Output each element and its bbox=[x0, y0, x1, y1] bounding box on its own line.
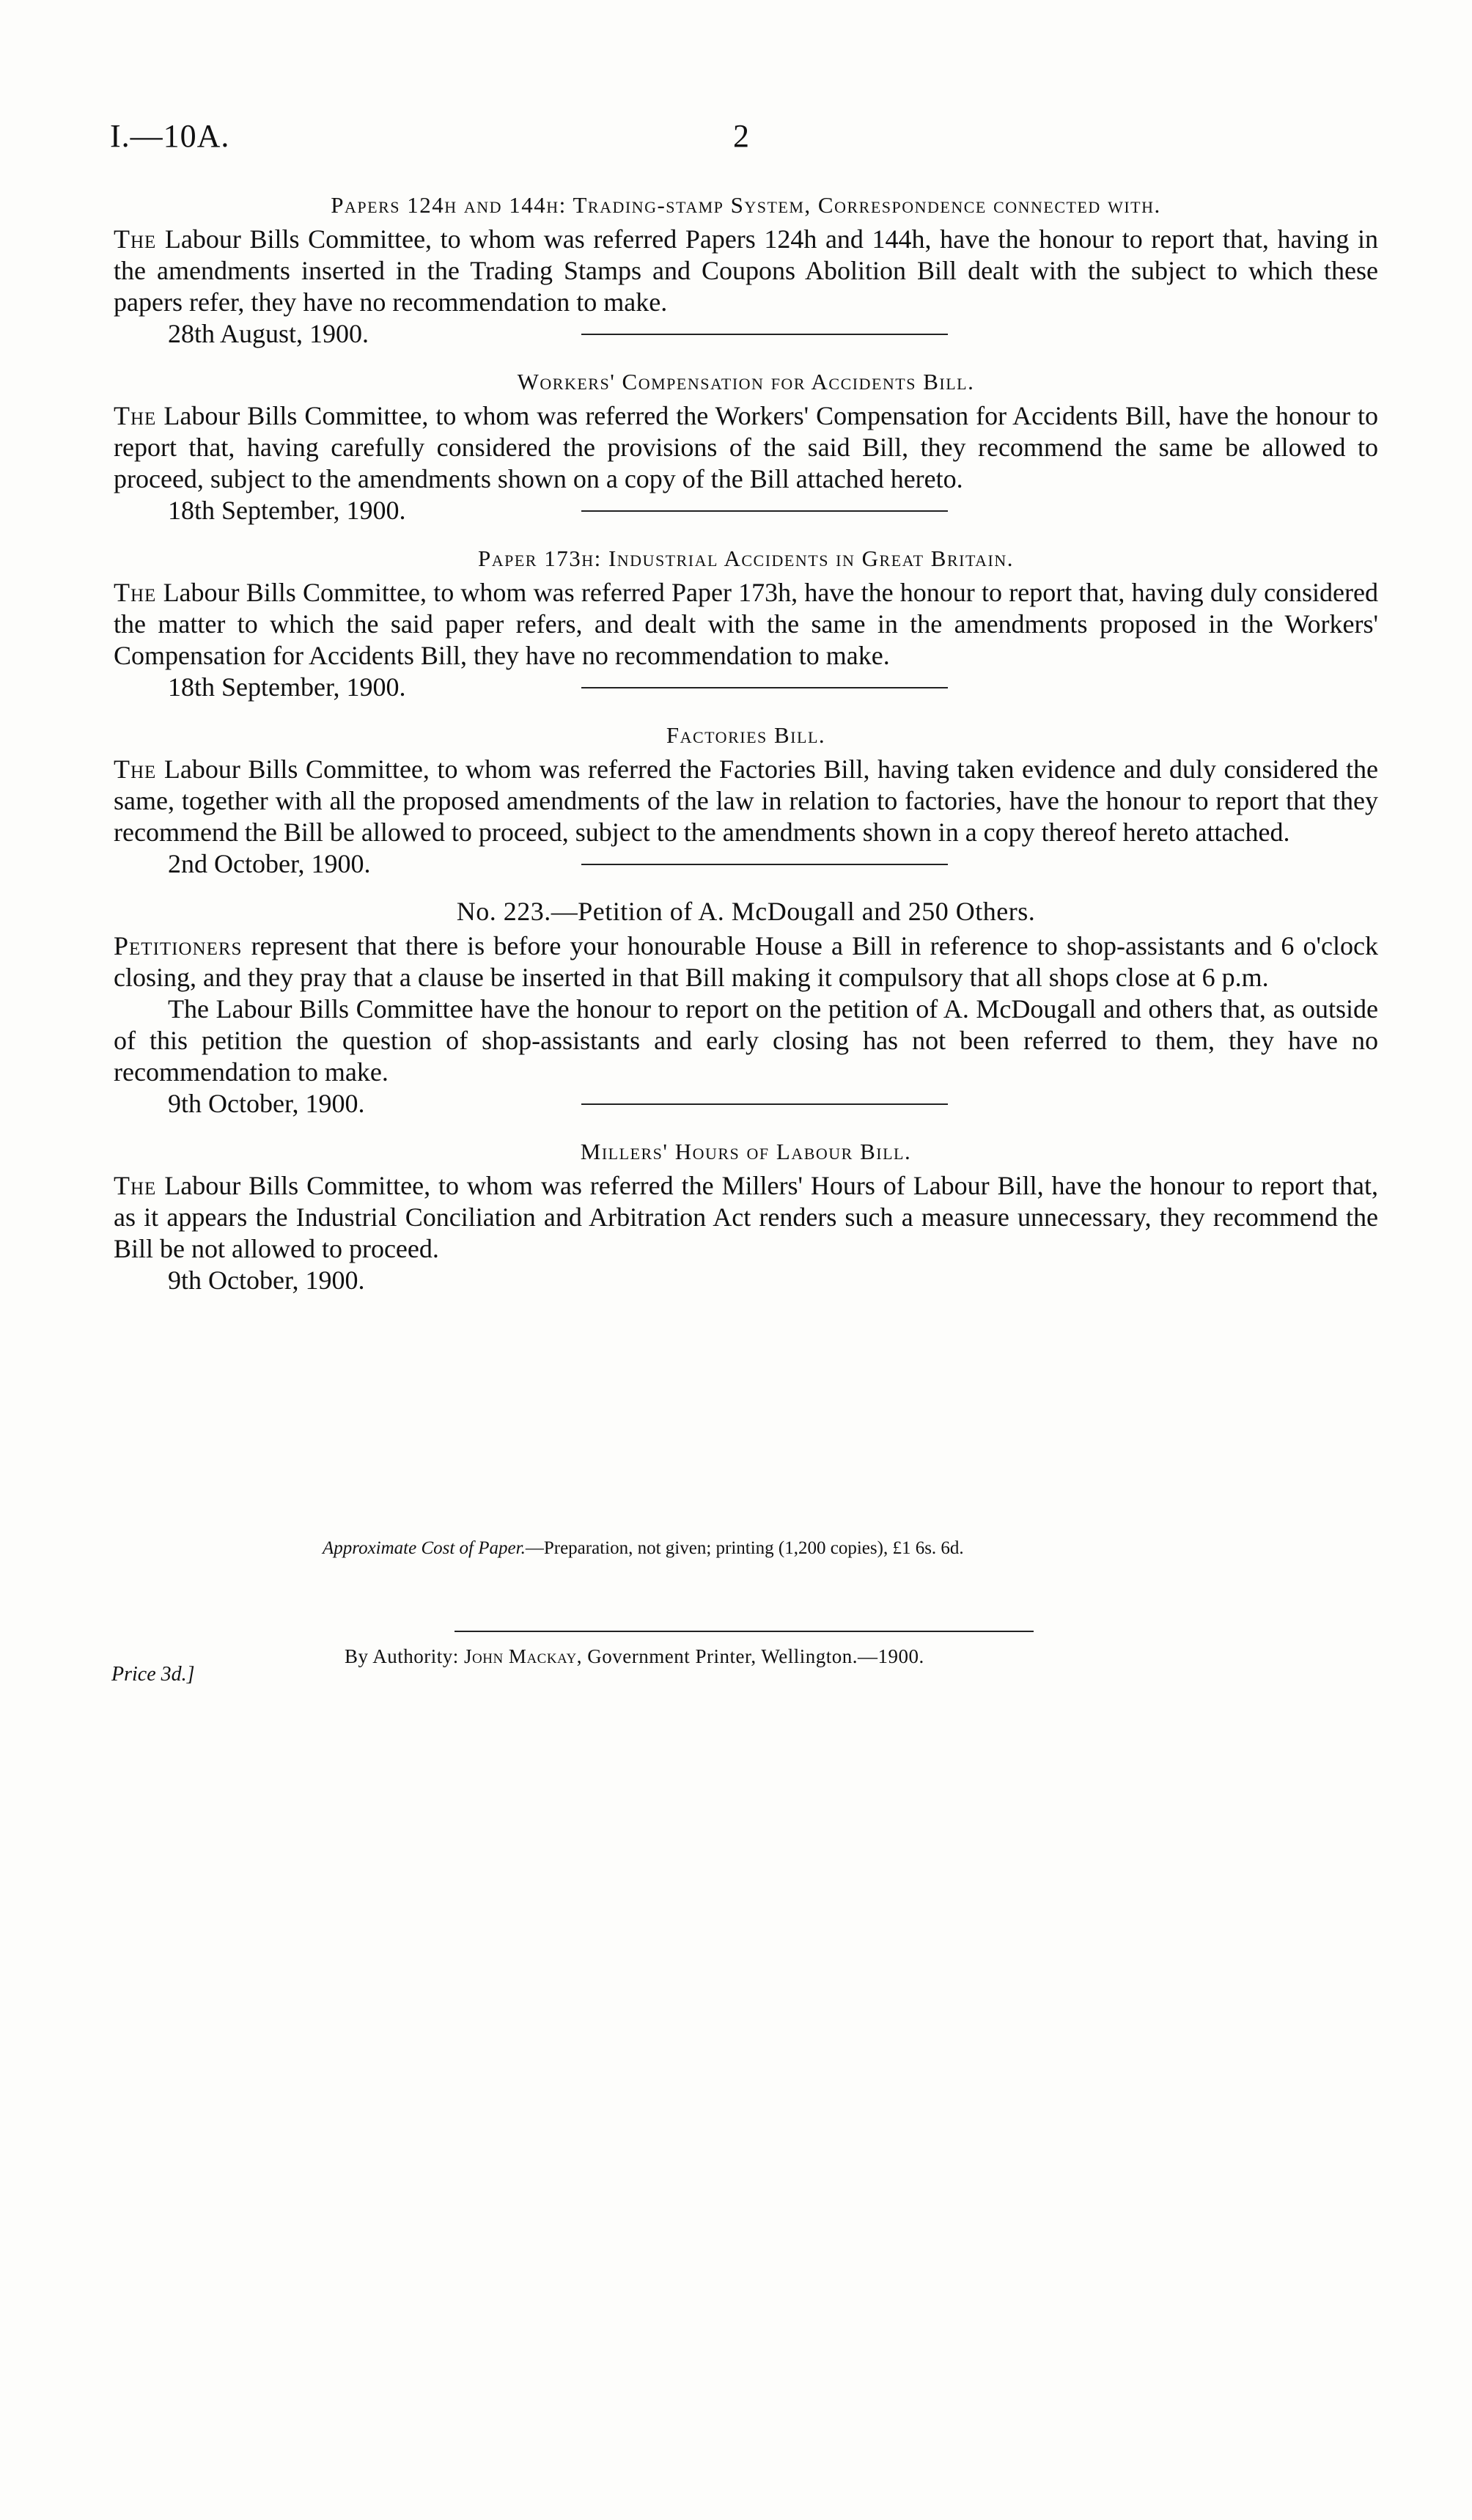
section-paragraph bbox=[114, 224, 1378, 318]
section-date: 9th October, 1900. bbox=[168, 1089, 365, 1118]
date-line bbox=[114, 1088, 1378, 1120]
section-date: 18th September, 1900. bbox=[168, 496, 406, 525]
page-header bbox=[110, 117, 1378, 161]
section-paragraph bbox=[114, 930, 1378, 993]
lead-word: The bbox=[114, 754, 157, 784]
lead-word: Petitioners bbox=[114, 931, 243, 960]
section-heading: No. 223.—Petition of A. McDougall and 250 Others. bbox=[456, 897, 1036, 926]
section-heading: Paper 173h: Industrial Accidents in Great Britain. bbox=[477, 545, 1014, 571]
section-factories-bill bbox=[114, 719, 1378, 880]
section-date: 9th October, 1900. bbox=[168, 1265, 365, 1295]
lead-word: The bbox=[114, 401, 157, 430]
section-petition-223 bbox=[114, 896, 1378, 1120]
date-line bbox=[114, 672, 1378, 703]
printer-imprint bbox=[345, 1645, 1224, 1668]
paragraph-text: represent that there is before your honourable House a Bill in reference to shop-assistants and 6 o'clock closing, and they pray that a clause be inserted in that Bill making it compulsory that all shops close at 6 p.m. bbox=[114, 931, 1378, 992]
price: Price 3d.] bbox=[111, 1663, 195, 1686]
section-workers-compensation bbox=[114, 366, 1378, 526]
paragraph-text: Labour Bills Committee, to whom was referred Paper 173h, have the honour to report that, having duly considered the matter to which the said paper refers, and dealt with the same in the amendments proposed in the Workers' Compensation for Accidents Bill, they have no recommendation to make. bbox=[114, 578, 1379, 670]
cost-text: —Preparation, not given; printing (1,200 copies), £1 6s. 6d. bbox=[525, 1538, 964, 1558]
section-paragraph bbox=[114, 577, 1378, 672]
section-date: 2nd October, 1900. bbox=[168, 849, 371, 878]
section-industrial-accidents bbox=[114, 543, 1378, 703]
section-divider bbox=[581, 864, 948, 865]
section-millers-hours bbox=[114, 1136, 1378, 1296]
imprint-prefix: By Authority: bbox=[345, 1645, 459, 1667]
section-divider bbox=[581, 687, 948, 688]
section-divider bbox=[581, 1103, 948, 1105]
section-divider bbox=[581, 510, 948, 512]
section-trading-stamp bbox=[114, 189, 1378, 350]
paragraph-text: Labour Bills Committee, to whom was referred the Millers' Hours of Labour Bill, have the honour to report that, as it appears the Industrial Conciliation and Arbitration Act renders such a measure unnecessary, they recommend the Bill be not allowed to proceed. bbox=[114, 1171, 1379, 1263]
section-paragraph-2: The Labour Bills Committee have the honour to report on the petition of A. McDougall and others that, as outside of this petition the question of shop-assistants and early closing has not been referred to them, they have no recommendation to make. bbox=[114, 994, 1378, 1087]
section-divider bbox=[581, 334, 948, 335]
footer-divider bbox=[455, 1631, 1034, 1632]
section-heading: Papers 124h and 144h: Trading-stamp System, Correspondence connected with. bbox=[331, 192, 1161, 218]
lead-word: The bbox=[114, 578, 157, 607]
date-line bbox=[114, 1265, 1378, 1296]
paper-reference: I.—10A. bbox=[110, 118, 230, 154]
section-heading: Millers' Hours of Labour Bill. bbox=[580, 1139, 912, 1164]
lead-word: The bbox=[114, 1171, 157, 1200]
paragraph-text: Labour Bills Committee, to whom was referred the Workers' Compensation for Accidents Bill, have the honour to report that, having carefully considered the provisions of the said Bill, they recommend the same be allowed to proceed, subject to the amendments shown on a copy of the Bill attached hereto. bbox=[114, 401, 1379, 493]
section-paragraph bbox=[114, 754, 1378, 848]
cost-of-paper bbox=[323, 1538, 1276, 1559]
cost-label: Approximate Cost of Paper. bbox=[323, 1538, 526, 1558]
section-paragraph bbox=[114, 1170, 1378, 1265]
printer-name: John Mackay, bbox=[464, 1645, 583, 1667]
date-line bbox=[114, 848, 1378, 880]
date-line bbox=[114, 318, 1378, 350]
section-date: 28th August, 1900. bbox=[168, 319, 369, 348]
document-body bbox=[114, 189, 1378, 1296]
section-heading: Factories Bill. bbox=[666, 722, 826, 748]
imprint-suffix: Government Printer, Wellington.—1900. bbox=[587, 1645, 924, 1667]
section-heading: Workers' Compensation for Accidents Bill. bbox=[517, 369, 975, 394]
lead-word: The bbox=[114, 224, 157, 254]
date-line bbox=[114, 495, 1378, 526]
section-date: 18th September, 1900. bbox=[168, 672, 406, 702]
paragraph-text: Labour Bills Committee, to whom was referred the Factories Bill, having taken evidence and duly considered the same, together with all the proposed amendments of the law in relation to factories, have the honour to report that they recommend the Bill be allowed to proceed, subject to the amendments shown in a copy thereof hereto attached. bbox=[114, 754, 1378, 847]
paragraph-text: Labour Bills Committee, to whom was referred Papers 124h and 144h, have the honour to report that, having in the amendments inserted in the Trading Stamps and Coupons Abolition Bill dealt with the subject to which these papers refer, they have no recommendation to make. bbox=[114, 224, 1379, 317]
section-paragraph bbox=[114, 400, 1378, 495]
page-number: 2 bbox=[733, 118, 749, 154]
